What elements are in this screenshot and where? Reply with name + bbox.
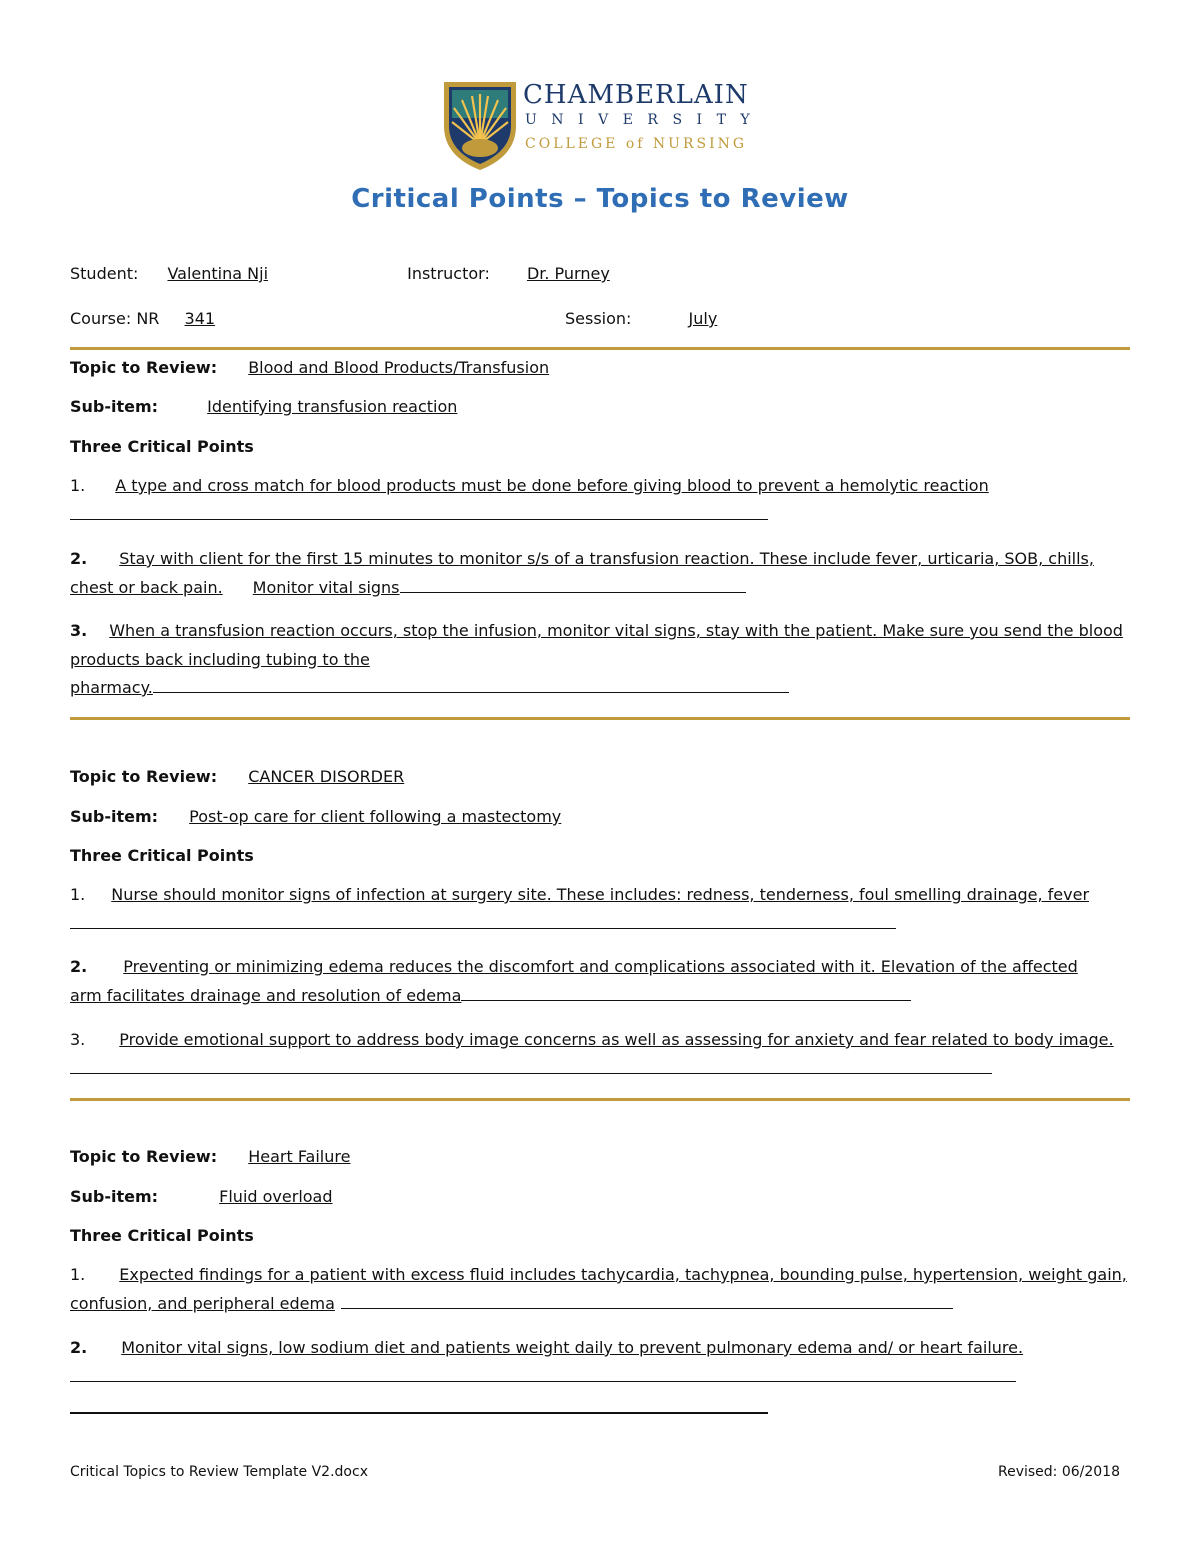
subitem-row: Sub-item: Fluid overload (70, 1187, 633, 1207)
student-instructor-row (70, 264, 800, 284)
critical-point-text[interactable]: When a transfusion reaction occurs, stop the infusion, monitor vital signs, stay with the patient. Make sure you send the blood products back including tubing to the (70, 621, 1123, 669)
three-points-heading: Three Critical Points (70, 846, 254, 865)
topic-field[interactable]: CANCER DISORDER (248, 767, 405, 786)
instructor-field[interactable]: Dr. Purney (526, 264, 610, 283)
footer-filename: Critical Topics to Review Template V2.docx (70, 1464, 368, 1480)
critical-point-text[interactable]: A type and cross match for blood products must be done before giving blood to prevent a hemolytic reaction (115, 476, 989, 495)
critical-point-text[interactable]: Nurse should monitor signs of infection at surgery site. These includes: redness, tenderness, foul smelling drainage, fever (111, 885, 1090, 904)
course-row (70, 309, 273, 329)
logo-college: COLLEGE of NURSING (525, 136, 748, 152)
student-label: Student: (70, 264, 139, 283)
three-points-heading: Three Critical Points (70, 1226, 254, 1245)
page-title: Critical Points – Topics to Review (351, 184, 849, 214)
critical-point: 2. Preventing or minimizing edema reduces the discomfort and complications associated with it. Elevation of the affected arm facilitates drainage and resolution of edema (70, 957, 1078, 1005)
critical-point-text[interactable]: Preventing or minimizing edema reduces the discomfort and complications associated with it. Elevation of the affected arm facilitates drainage and resolution of edema (70, 957, 1078, 1005)
university-seal-icon (440, 78, 520, 172)
instructor-label: Instructor: (407, 264, 490, 283)
subitem-label: Sub-item: (70, 397, 159, 416)
subitem-row (70, 397, 653, 417)
critical-point: 2. Monitor vital signs, low sodium diet and patients weight daily to prevent pulmonary edema and/ or heart failure. (70, 1334, 1135, 1391)
logo-name: CHAMBERLAIN (523, 80, 749, 110)
critical-point: 1. A type and cross match for blood products must be done before giving blood to prevent a hemolytic reaction (70, 472, 1020, 529)
session-label: Session: (565, 309, 632, 328)
topic-field[interactable]: Blood and Blood Products/Transfusion (248, 358, 550, 377)
critical-point: 3. Provide emotional support to address body image concerns as well as assessing for anxiety and fear related to body image. (70, 1026, 1135, 1083)
course-field[interactable]: 341 (184, 309, 216, 328)
subitem-row: Sub-item: Post-op care for client following a mastectomy (70, 807, 775, 827)
critical-point-text[interactable]: Provide emotional support to address body image concerns as well as assessing for anxiety and fear related to body image. (119, 1030, 1114, 1049)
subitem-field[interactable]: Post-op care for client following a mastectomy (189, 807, 562, 826)
three-points-heading: Three Critical Points (70, 437, 254, 456)
blank-answer-line (70, 1412, 768, 1414)
topic-field[interactable]: Heart Failure (248, 1147, 351, 1166)
topic-row (70, 358, 775, 378)
section-divider (70, 347, 1130, 350)
subitem-field[interactable]: Identifying transfusion reaction (207, 397, 458, 416)
critical-point-text[interactable]: Stay with client for the first 15 minutes to monitor s/s of a transfusion reaction. These include fever, urticaria, SOB, chills, chest or back pain. (70, 549, 1094, 597)
footer-revised: Revised: 06/2018 (997, 1464, 1120, 1480)
course-label: Course: NR (70, 309, 160, 328)
student-field[interactable]: Valentina Nji (167, 264, 269, 283)
session-row (565, 309, 835, 329)
critical-point: 2. Stay with client for the first 15 minutes to monitor s/s of a transfusion reaction. These include fever, urticaria, SOB, chills, chest or back pain. Monitor vital signs (70, 549, 1094, 597)
topic-row: Topic to Review: Heart Failure (70, 1147, 630, 1167)
critical-point: 1. Expected findings for a patient with excess fluid includes tachycardia, tachypnea, bounding pulse, hypertension, weight gain, confusion, and peripheral edema (70, 1265, 1127, 1313)
critical-point-text[interactable]: Expected findings for a patient with excess fluid includes tachycardia, tachypnea, bounding pulse, hypertension, weight gain, confusion, and peripheral edema (70, 1265, 1127, 1313)
topic-label: Topic to Review: (70, 358, 218, 377)
chamberlain-logo (440, 78, 770, 174)
critical-point-extra[interactable]: Monitor vital signs (252, 577, 400, 597)
logo-university: UNIVERSITY (525, 112, 765, 128)
critical-point-text[interactable]: Monitor vital signs, low sodium diet and patients weight daily to prevent pulmonary edema and/ or heart failure. (121, 1338, 1024, 1357)
topic-row: Topic to Review: CANCER DISORDER (70, 767, 768, 787)
session-field[interactable]: July (688, 309, 718, 328)
section-divider (70, 717, 1130, 720)
critical-point-tail[interactable]: pharmacy. (70, 678, 153, 697)
critical-point: 1. Nurse should monitor signs of infection at surgery site. These includes: redness, tenderness, foul smelling drainage, fever (70, 881, 1135, 938)
critical-point: 3. When a transfusion reaction occurs, stop the infusion, monitor vital signs, stay with the patient. Make sure you send the blood products back including tubing to the pharmacy. (70, 621, 1123, 697)
section-divider (70, 1098, 1130, 1101)
subitem-field[interactable]: Fluid overload (219, 1187, 333, 1206)
